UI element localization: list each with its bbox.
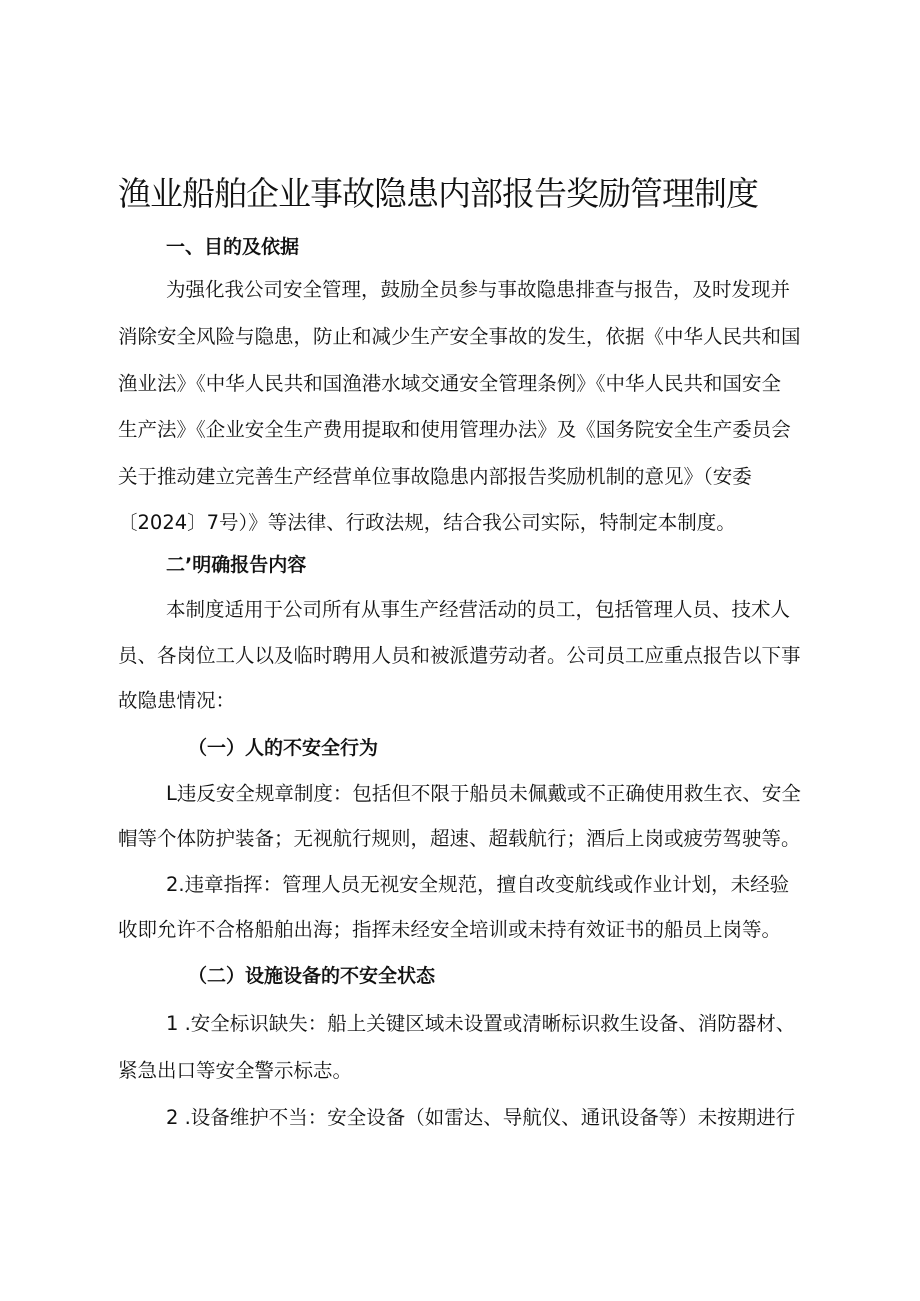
paragraph-line: 员、各岗位工人以及临时聘用人员和被派遣劳动者。公司员工应重点报告以下事 — [118, 644, 801, 667]
paragraph-line: 〔2024〕7号）》等法律、行政法规，结合我公司实际，特制定本制度。 — [118, 511, 736, 534]
subsection-heading-unsafe-equipment: （二）设施设备的不安全状态 — [188, 965, 436, 987]
paragraph-line: 消除安全风险与隐患，防止和减少生产安全事故的发生，依据《中华人民共和国 — [118, 325, 801, 348]
paragraph-line: 本制度适用于公司所有从事生产经营活动的员工，包括管理人员、技术人 — [166, 598, 791, 621]
paragraph-line: 2.违章指挥：管理人员无视安全规范，擅自改变航线或作业计划，未经验 — [166, 873, 790, 896]
paragraph-line: L违反安全规章制度：包括但不限于船员未佩戴或不正确使用救生衣、安全 — [166, 782, 801, 805]
paragraph-line: 1 .安全标识缺失：船上关键区域未设置或清晰标识救生设备、消防器材、 — [166, 1012, 796, 1035]
document-title: 渔业船舶企业事故隐患内部报告奖励管理制度 — [118, 174, 758, 213]
subsection-heading-unsafe-behavior: （一）人的不安全行为 — [188, 737, 379, 759]
section-heading-purpose: 一、目的及依据 — [166, 236, 300, 258]
section-heading-report-content: 二’明确报告内容 — [166, 554, 307, 576]
paragraph-line: 帽等个体防护装备；无视航行规则，超速、超载航行；酒后上岗或疲劳驾驶等。 — [118, 827, 801, 850]
paragraph-line: 收即允许不合格船舶出海；指挥未经安全培训或未持有效证书的船员上岗等。 — [118, 918, 782, 941]
paragraph-line: 生产法》《企业安全生产费用提取和使用管理办法》及《国务院安全生产委员会 — [118, 418, 791, 441]
paragraph-line: 故隐患情况： — [118, 689, 236, 712]
paragraph-line: 渔业法》《中华人民共和国渔港水域交通安全管理条例》《中华人民共和国安全 — [118, 372, 782, 395]
paragraph-line: 2 .设备维护不当：安全设备（如雷达、导航仪、通讯设备等）未按期进行 — [166, 1106, 796, 1129]
paragraph-line: 关于推动建立完善生产经营单位事故隐患内部报告奖励机制的意见》（安委 — [118, 465, 752, 488]
paragraph-line: 紧急出口等安全警示标志。 — [118, 1059, 353, 1082]
paragraph-line: 为强化我公司安全管理，鼓励全员参与事故隐患排查与报告，及时发现并 — [166, 278, 791, 301]
